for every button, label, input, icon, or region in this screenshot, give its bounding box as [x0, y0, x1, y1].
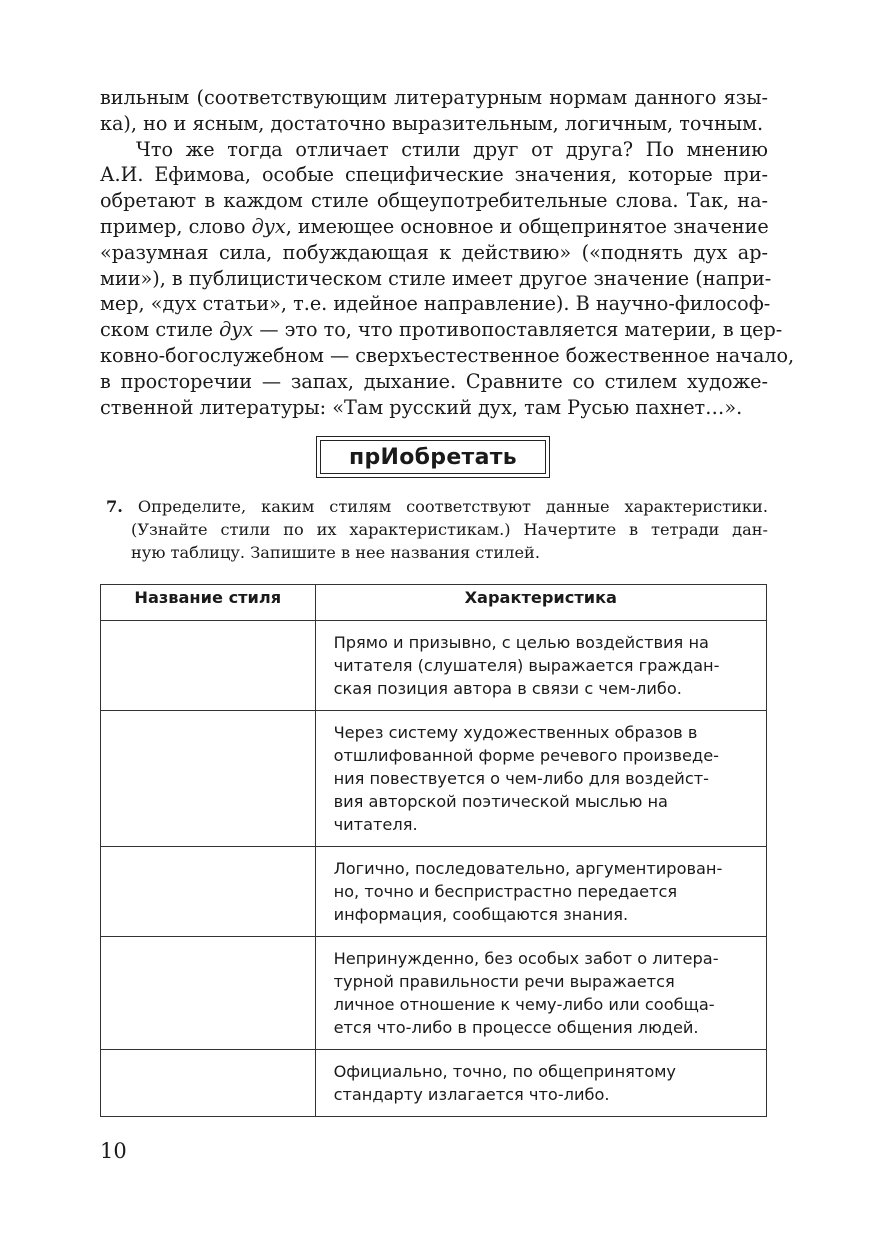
task-line	[100, 495, 768, 518]
cell-line: отшлифованной форме речевого произведе-	[333, 746, 719, 765]
cell-line: личное отношение к чему-либо или сообща-	[333, 995, 715, 1014]
vocabulary-word: прИобретать	[320, 440, 546, 474]
paragraph-line: А.И. Ефимова, особые специфические значения, которые при-	[100, 163, 768, 187]
paragraph-line: пример, слово дух, имеющее основное и общепринятое значение	[100, 214, 769, 238]
header-characteristic: Характеристика	[315, 585, 766, 621]
cell-line: читателя.	[333, 815, 418, 834]
characteristic-cell	[315, 621, 766, 711]
emphasized-term: дух	[251, 214, 286, 238]
characteristic-cell	[315, 1050, 766, 1117]
paragraph-line: ка), но и ясным, достаточно выразительным, логичным, точным.	[100, 111, 764, 135]
paragraph-line: ском стиле дух — это то, что противопоставляется материи, в цер-	[100, 318, 783, 342]
cell-line: ния повествуется о чем-либо для воздейст-	[333, 769, 709, 788]
cell-line: вия авторской поэтической мыслью на	[333, 792, 668, 811]
table-row	[101, 1050, 767, 1117]
cell-line: Через систему художественных образов в	[333, 723, 698, 742]
style-name-cell	[101, 847, 316, 937]
characteristic-cell	[315, 937, 766, 1050]
task-number: 7.	[106, 497, 123, 516]
paragraph-line: в просторечии — запах, дыхание. Сравните со стилем художе-	[100, 369, 768, 393]
task-line: (Узнайте стили по их характеристикам.) Начертите в тетради дан-	[131, 520, 768, 539]
emphasized-term: дух	[219, 318, 254, 342]
paragraph-line: ковно-богослужебном — сверхъестественное божественное начало,	[100, 343, 795, 367]
paragraph-line: мии»), в публицистическом стиле имеет другое значение (напри-	[100, 266, 772, 290]
paragraph-line: «разумная сила, побуждающая к действию» («поднять дух ар-	[100, 240, 768, 264]
paragraph-line: мер, «дух статьи», т.е. идейное направление). В научно-философ-	[100, 292, 771, 316]
style-name-cell	[101, 621, 316, 711]
style-name-cell	[101, 711, 316, 847]
body-paragraph	[100, 85, 795, 420]
style-name-cell	[101, 1050, 316, 1117]
cell-line: стандарту излагается что-либо.	[333, 1085, 610, 1104]
style-name-cell	[101, 937, 316, 1050]
table-row	[101, 937, 767, 1050]
paragraph-line: вильным (соответствующим литературным нормам данного язы-	[100, 86, 768, 109]
cell-line: Непринужденно, без особых забот о литера-	[333, 949, 719, 968]
vocabulary-word-box	[316, 436, 550, 478]
cell-line: ская позиция автора в связи с чем-либо.	[333, 679, 682, 698]
paragraph-line: ственной литературы: «Там русский дух, там Русью пахнет…».	[100, 395, 743, 419]
cell-line: ется что-либо в процессе общения людей.	[333, 1018, 699, 1037]
styles-table	[100, 584, 767, 1117]
cell-line: Официально, точно, по общепринятому	[333, 1062, 677, 1081]
table-header-row	[101, 585, 767, 621]
cell-line: но, точно и беспристрастно передается	[333, 882, 678, 901]
characteristic-cell	[315, 711, 766, 847]
cell-line: Логично, последовательно, аргументирован-	[333, 859, 723, 878]
task-line: ную таблицу. Запишите в нее названия стилей.	[131, 543, 540, 562]
task-7	[100, 495, 768, 564]
table-row	[101, 847, 767, 937]
header-style-name: Название стиля	[101, 585, 316, 621]
table-row	[101, 711, 767, 847]
characteristic-cell	[315, 847, 766, 937]
cell-line: Прямо и призывно, с целью воздействия на	[333, 633, 709, 652]
table-row	[101, 621, 767, 711]
task-text: Определите, каким стилям соответствуют данные характеристики.	[137, 497, 768, 516]
cell-line: читателя (слушателя) выражается граждан-	[333, 656, 720, 675]
page-number: 10	[100, 1139, 127, 1163]
cell-line: информация, сообщаются знания.	[333, 905, 629, 924]
paragraph-line: Что же тогда отличает стили друг от друга? По мнению	[136, 137, 768, 161]
paragraph-line: обретают в каждом стиле общеупотребительные слова. Так, на-	[100, 189, 768, 213]
cell-line: турной правильности речи выражается	[333, 972, 675, 991]
